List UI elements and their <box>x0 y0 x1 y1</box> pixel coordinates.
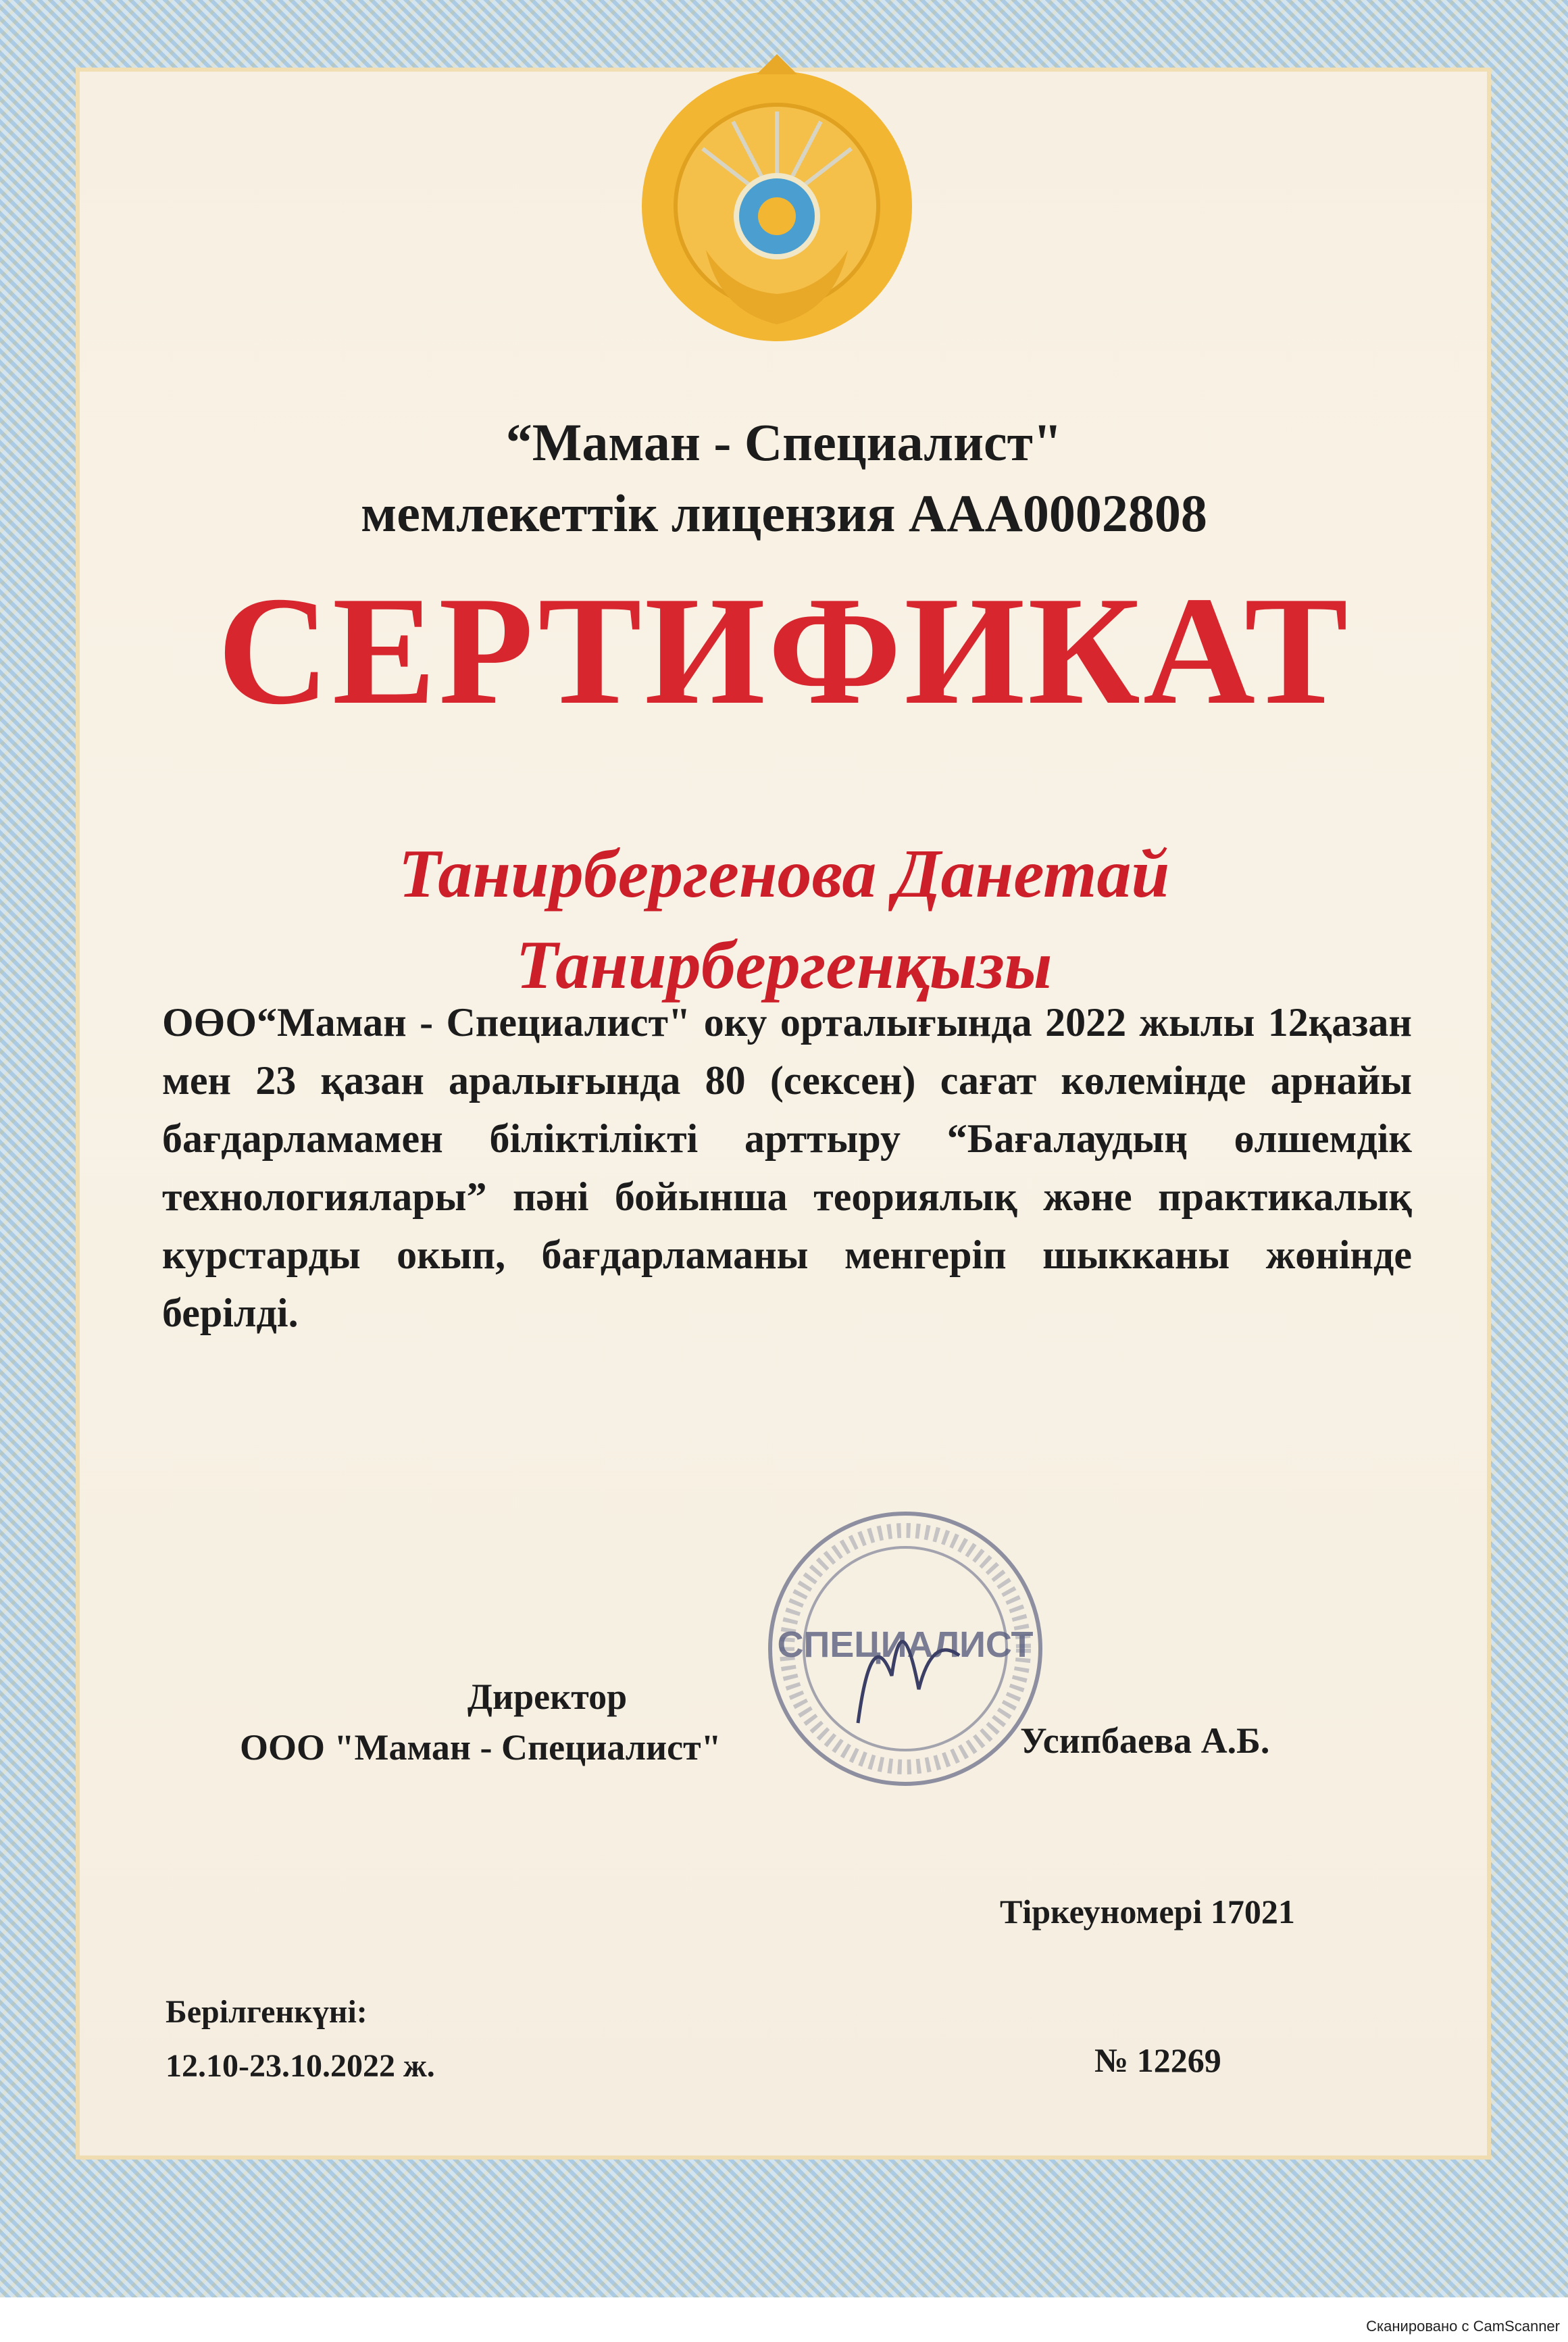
director-organization: ООО "Маман - Специалист" <box>240 1727 722 1768</box>
license-line: мемлекеттік лицензия ААА0002808 <box>361 484 1207 543</box>
scanner-watermark: Сканировано с CamScanner <box>1366 2318 1560 2335</box>
certificate-title: СЕРТИФИКАТ <box>217 564 1351 737</box>
stamp-text: СПЕЦИАЛИСТ <box>777 1624 1034 1665</box>
director-label: Директор <box>467 1676 628 1717</box>
state-emblem-icon <box>632 47 922 365</box>
issued-date-label: Берілгенкүні: <box>166 1994 368 2030</box>
issued-date-value: 12.10-23.10.2022 ж. <box>166 2048 435 2084</box>
organization-title: “Маман - Специалист" <box>505 413 1063 472</box>
registration-number: Тіркеуномері 17021 <box>1000 1893 1295 1930</box>
recipient-patronymic: Танирбергенқызы <box>515 927 1053 1003</box>
recipient-surname-name: Танирбергенова Данетай <box>398 836 1170 912</box>
certificate-body: ОӨО“Маман - Специалист" оку орталығында 2022 жылы 12қазан мен 23 қазан аралығында 80 (сексен) сағат көлемінде арнайы бағдарламамен біліктілікті арттыру “Бағалаудың өлшемдік технологиялары” пәні бойынша теориялық және практикалық курстарды окып, бағдарламаны менгеріп шыкканы жөнінде берілді. <box>162 1000 1412 1335</box>
document-number: № 12269 <box>1094 2041 1221 2079</box>
round-stamp-icon <box>757 1500 1054 1797</box>
signer-name: Усипбаева А.Б. <box>1020 1720 1270 1761</box>
